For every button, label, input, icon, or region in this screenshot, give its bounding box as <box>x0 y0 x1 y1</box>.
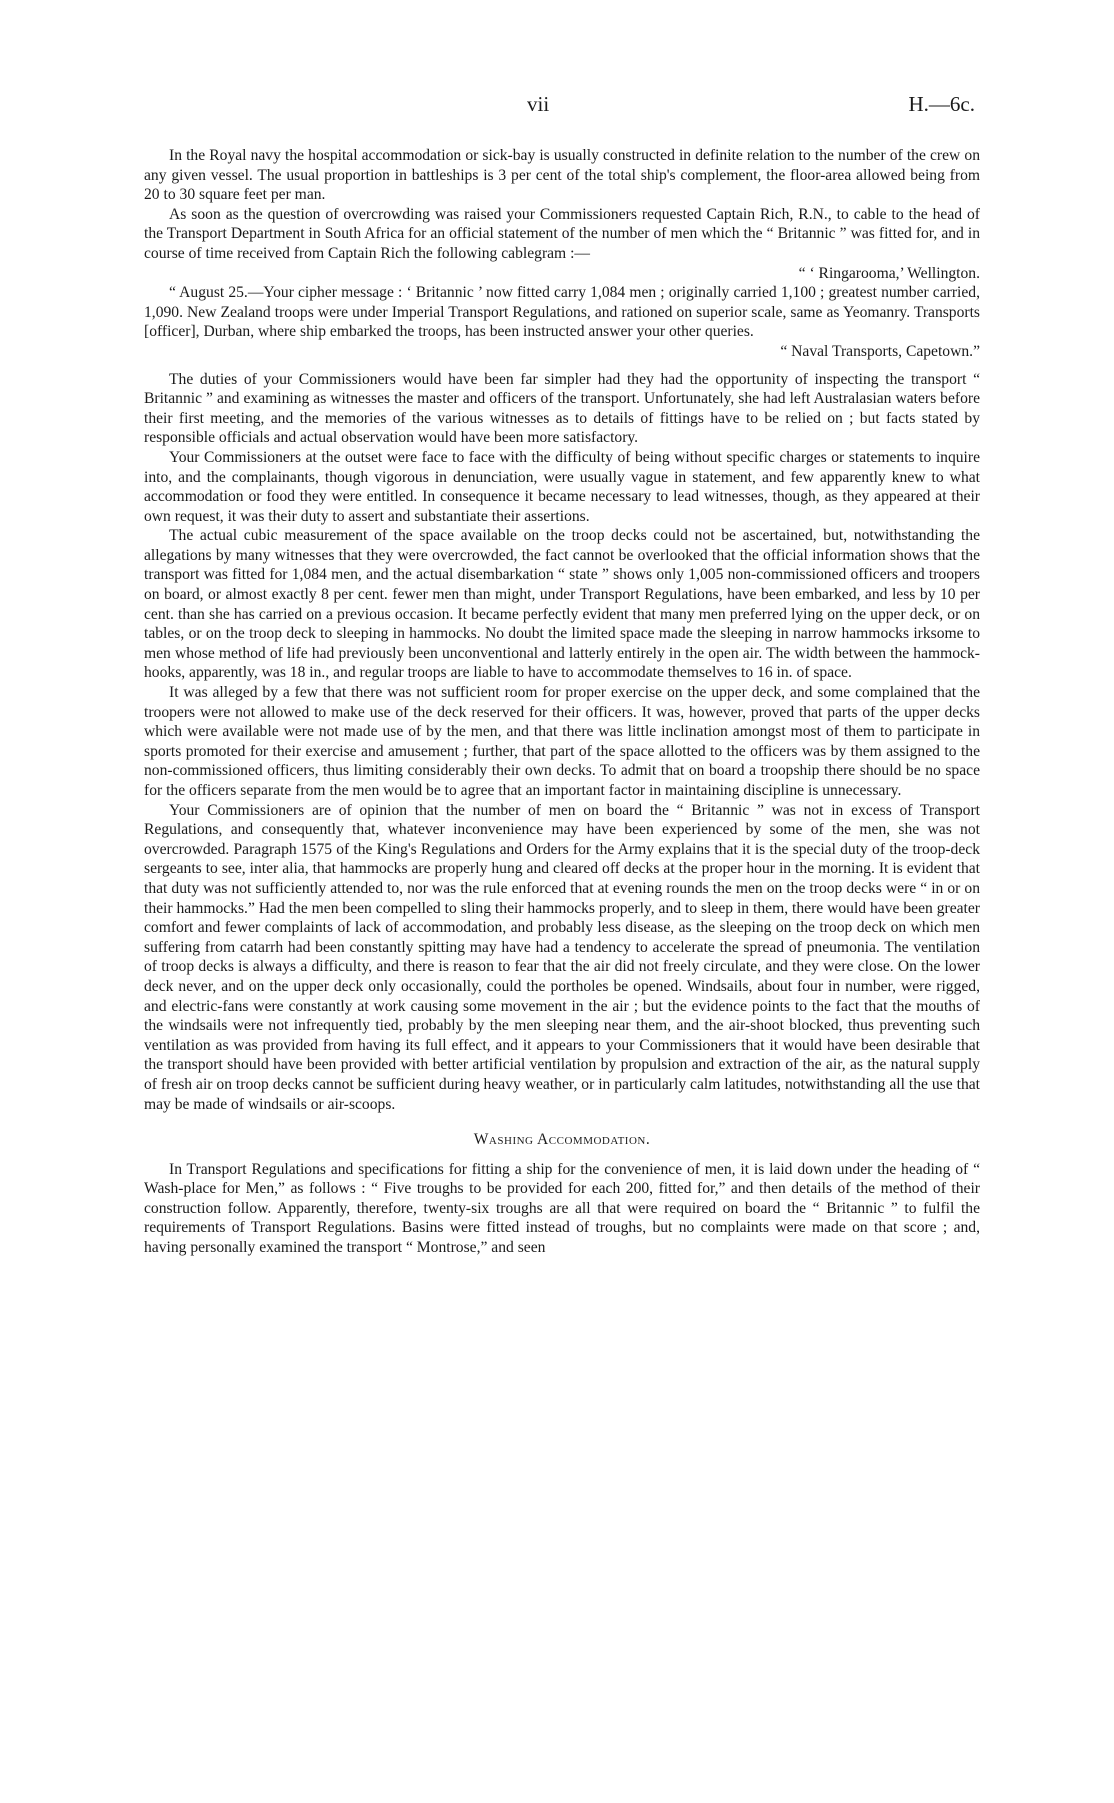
document-reference: H.—6c. <box>908 92 975 116</box>
paragraph-wash-place: In Transport Regulations and specifications for fitting a ship for the convenience of men, it is laid down under the heading of “ Wash-place for Men,” as follows : “ Five troughs to be provided for each 200, fitted for,” and then details of the method of their construction follow. Apparently, therefore, twenty-six troughs are all that were required on board the “ Britannic ” to fulfil the requirements of Transport Regulations. Basins were fitted instead of troughs, but no complaints were made on that score ; and, having personally examined the transport “ Montrose,” and seen <box>144 1160 980 1257</box>
page-header <box>0 92 1114 122</box>
paragraph-duties: The duties of your Commissioners would have been far simpler had they had the opportunity of inspecting the transport “ Britannic ” and examining as witnesses the master and officers of the transport. Unfortunately, she had left Australasian waters before their first meeting, and the memories of the various witnesses as to details of fittings have to be relied on ; but facts stated by responsible officials and actual observation would have been more satisfactory. <box>144 370 980 447</box>
cablegram-origin: “ ‘ Ringarooma,’ Wellington. <box>798 264 980 282</box>
paragraph-outset: Your Commissioners at the outset were face to face with the difficulty of being without specific charges or statements to inquire into, and the complainants, though vigorous in denunciation, were usually vague in statement, and few apparently knew to what accommodation or food they were entitled. In consequence it became necessary to lead witnesses, though, as they appeared at their own request, it was their duty to assert and substantiate their assertions. <box>144 448 980 525</box>
paragraph-cubic-measurement: The actual cubic measurement of the space available on the troop decks could not be ascertained, but, notwithstanding the allegations by many witnesses that they were overcrowded, the fact cannot be overlooked that the official information shows that the transport was fitted for 1,084 men, and the actual disembarkation “ state ” shows only 1,005 non-commissioned officers and troopers on board, or almost exactly 8 per cent. fewer men than might, under Transport Regulations, have been embarked, and less by 10 per cent. than she has carried on a previous occasion. It became perfectly evident that many men preferred lying on the upper deck, or on tables, or on the troop deck to sleeping in hammocks. No doubt the limited space made the sleeping in narrow hammocks irksome to men whose method of life had previously been unconventional and latterly entirely in the open air. The width between the hammock-hooks, apparently, was 18 in., and regular troops are liable to have to accommodate themselves to 16 in. of space. <box>144 527 980 682</box>
paragraph-exercise: It was alleged by a few that there was not sufficient room for proper exercise on the upper deck, and some complained that the troopers were not allowed to make use of the deck reserved for their officers. It was, however, proved that parts of the upper decks which were available were not made use of by the men, and that there was little inclination amongst most of them to participate in sports promoted for their exercise and amusement ; further, that part of the space allotted to the officers was by them assigned to the non-commissioned officers, thus limiting considerably their own decks. To admit that on board a troopship there should be no space for the officers separate from the men would be to agree that an important factor in maintaining discipline is unnecessary. <box>144 684 980 799</box>
document-body <box>144 146 980 1258</box>
page-number: vii <box>527 92 550 116</box>
cablegram-text: “ August 25.—Your cipher message : ‘ Britannic ’ now fitted carry 1,084 men ; originally carried 1,100 ; greatest number carried, 1,090. New Zealand troops were under Imperial Transport Regulations, and rationed on superior scale, same as Yeomanry. Transports [officer], Durban, where ship embarked the troops, has been instructed answer your other queries. <box>144 284 980 341</box>
paragraph-cable-request: As soon as the question of overcrowding was raised your Commissioners requested Captain Rich, R.N., to cable to the head of the Transport Department in South Africa for an official statement of the number of men which the “ Britannic ” was fitted for, and in course of time received from Captain Rich the following cablegram :— <box>144 205 980 262</box>
paragraph-sick-bay: In the Royal navy the hospital accommodation or sick-bay is usually constructed in definite relation to the number of the crew on any given vessel. The usual proportion in battleships is 3 per cent of the total ship's complement, the floor-area allowed being from 20 to 30 square feet per man. <box>144 147 980 204</box>
cablegram-signature: “ Naval Transports, Capetown.” <box>780 342 980 360</box>
paragraph-opinion: Your Commissioners are of opinion that the number of men on board the “ Britannic ” was not in excess of Transport Regulations, and consequently that, whatever inconvenience may have been experienced by some of the men, she was not overcrowded. Paragraph 1575 of the King's Regulations and Orders for the Army explains that it is the special duty of the troop-deck sergeants to see, inter alia, that hammocks are properly hung and cleared off decks at the proper hour in the morning. It is evident that that duty was not sufficiently attended to, nor was the rule enforced that at evening rounds the men on the troop decks were “ in or on their hammocks.” Had the men been compelled to sling their hammocks properly, and to sleep in them, there would have been greater comfort and fewer complaints of lack of accommodation, and probably less disease, as the sleeping on the troop deck on which men suffering from catarrh had been constantly spitting may have had a tendency to accelerate the spread of pneumonia. The ventilation of troop decks is always a difficulty, and there is reason to fear that the air did not freely circulate, and they were close. On the lower deck never, and on the upper deck only occasionally, could the portholes be opened. Windsails, about four in number, were rigged, and electric-fans were constantly at work causing some movement in the air ; but the evidence points to the fact that the mouths of the windsails were not infrequently tied, probably by the men sleeping near them, and the air-shoot blocked, thus preventing such ventilation as was provided from having its full effect, and it appears to your Commissioners that it would have been desirable that the transport should have been provided with better artificial ventilation by propulsion and extraction of the air, as the natural supply of fresh air on troop decks cannot be sufficient during heavy weather, or in particularly calm latitudes, notwithstanding all the use that may be made of windsails or air-scoops. <box>144 801 980 1113</box>
section-heading: Washing Accommodation. <box>473 1131 651 1149</box>
